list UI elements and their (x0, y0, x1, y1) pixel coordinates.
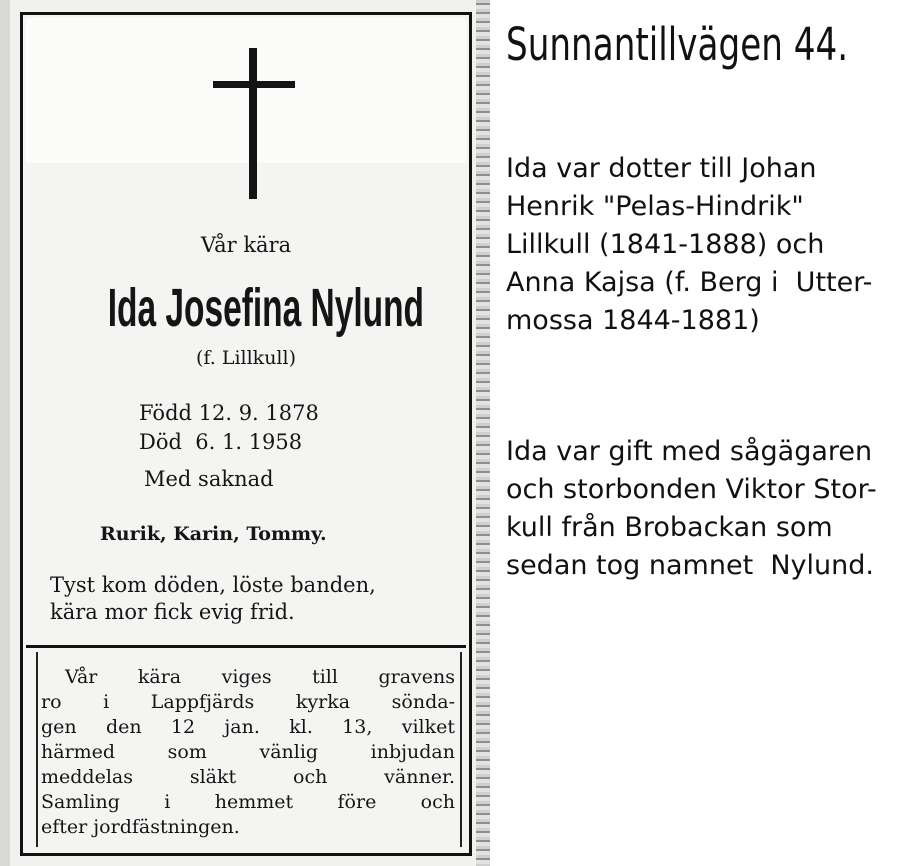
mourning-text: Med saknad (144, 467, 274, 491)
caption-line: sedan tog namnet Nylund. (506, 550, 874, 581)
notice-divider (26, 645, 466, 648)
caption-line: Ida var gift med sågägaren (506, 436, 873, 467)
address-heading: Sunnantillvägen 44. (506, 18, 849, 71)
verse-line: Tyst kom döden, löste banden, (50, 573, 376, 597)
clipping-left-edge (0, 0, 10, 866)
clipping-torn-edge (476, 0, 490, 866)
parents-paragraph (506, 150, 872, 340)
death-notice-frame (20, 12, 472, 856)
birth-date: Född 12. 9. 1878 (139, 401, 319, 425)
maiden-name: (f. Lillkull) (195, 347, 296, 369)
caption-line: mossa 1844-1881) (506, 305, 760, 336)
caption-line: Ida var dotter till Johan (506, 153, 817, 184)
funeral-line: gen den 12 jan. kl. 13, vilket (41, 716, 455, 738)
death-date: Död 6. 1. 1958 (139, 430, 303, 454)
notice-intro: Vår kära (200, 233, 292, 257)
deceased-name: Ida Josefina Nylund (107, 278, 425, 338)
life-dates (139, 399, 319, 457)
funeral-line: ro i Lappfjärds kyrka sönda- (41, 691, 455, 713)
caption-line: Anna Kajsa (f. Berg i Utter- (506, 267, 873, 298)
caption-line: Henrik "Pelas-Hindrik" (506, 191, 804, 222)
caption-line: Lillkull (1841-1888) och (506, 229, 825, 260)
funeral-line: meddelas släkt och vänner. (41, 766, 455, 788)
memorial-verse (50, 572, 376, 626)
caption-line: kull från Brobackan som (506, 512, 833, 543)
funeral-line: härmed som vänlig inbjudan (41, 741, 455, 763)
mourners: Rurik, Karin, Tommy. (100, 523, 327, 545)
funeral-line: Vår kära viges till gravens (65, 666, 455, 688)
marriage-paragraph (506, 433, 877, 585)
verse-line: kära mor fick evig frid. (50, 600, 295, 624)
funeral-line: Samling i hemmet före och (41, 791, 455, 813)
funeral-notice (41, 665, 455, 840)
funeral-line: efter jordfästningen. (41, 816, 240, 838)
caption-line: och storbonden Viktor Stor- (506, 474, 877, 505)
frame-top-shade (26, 18, 466, 163)
